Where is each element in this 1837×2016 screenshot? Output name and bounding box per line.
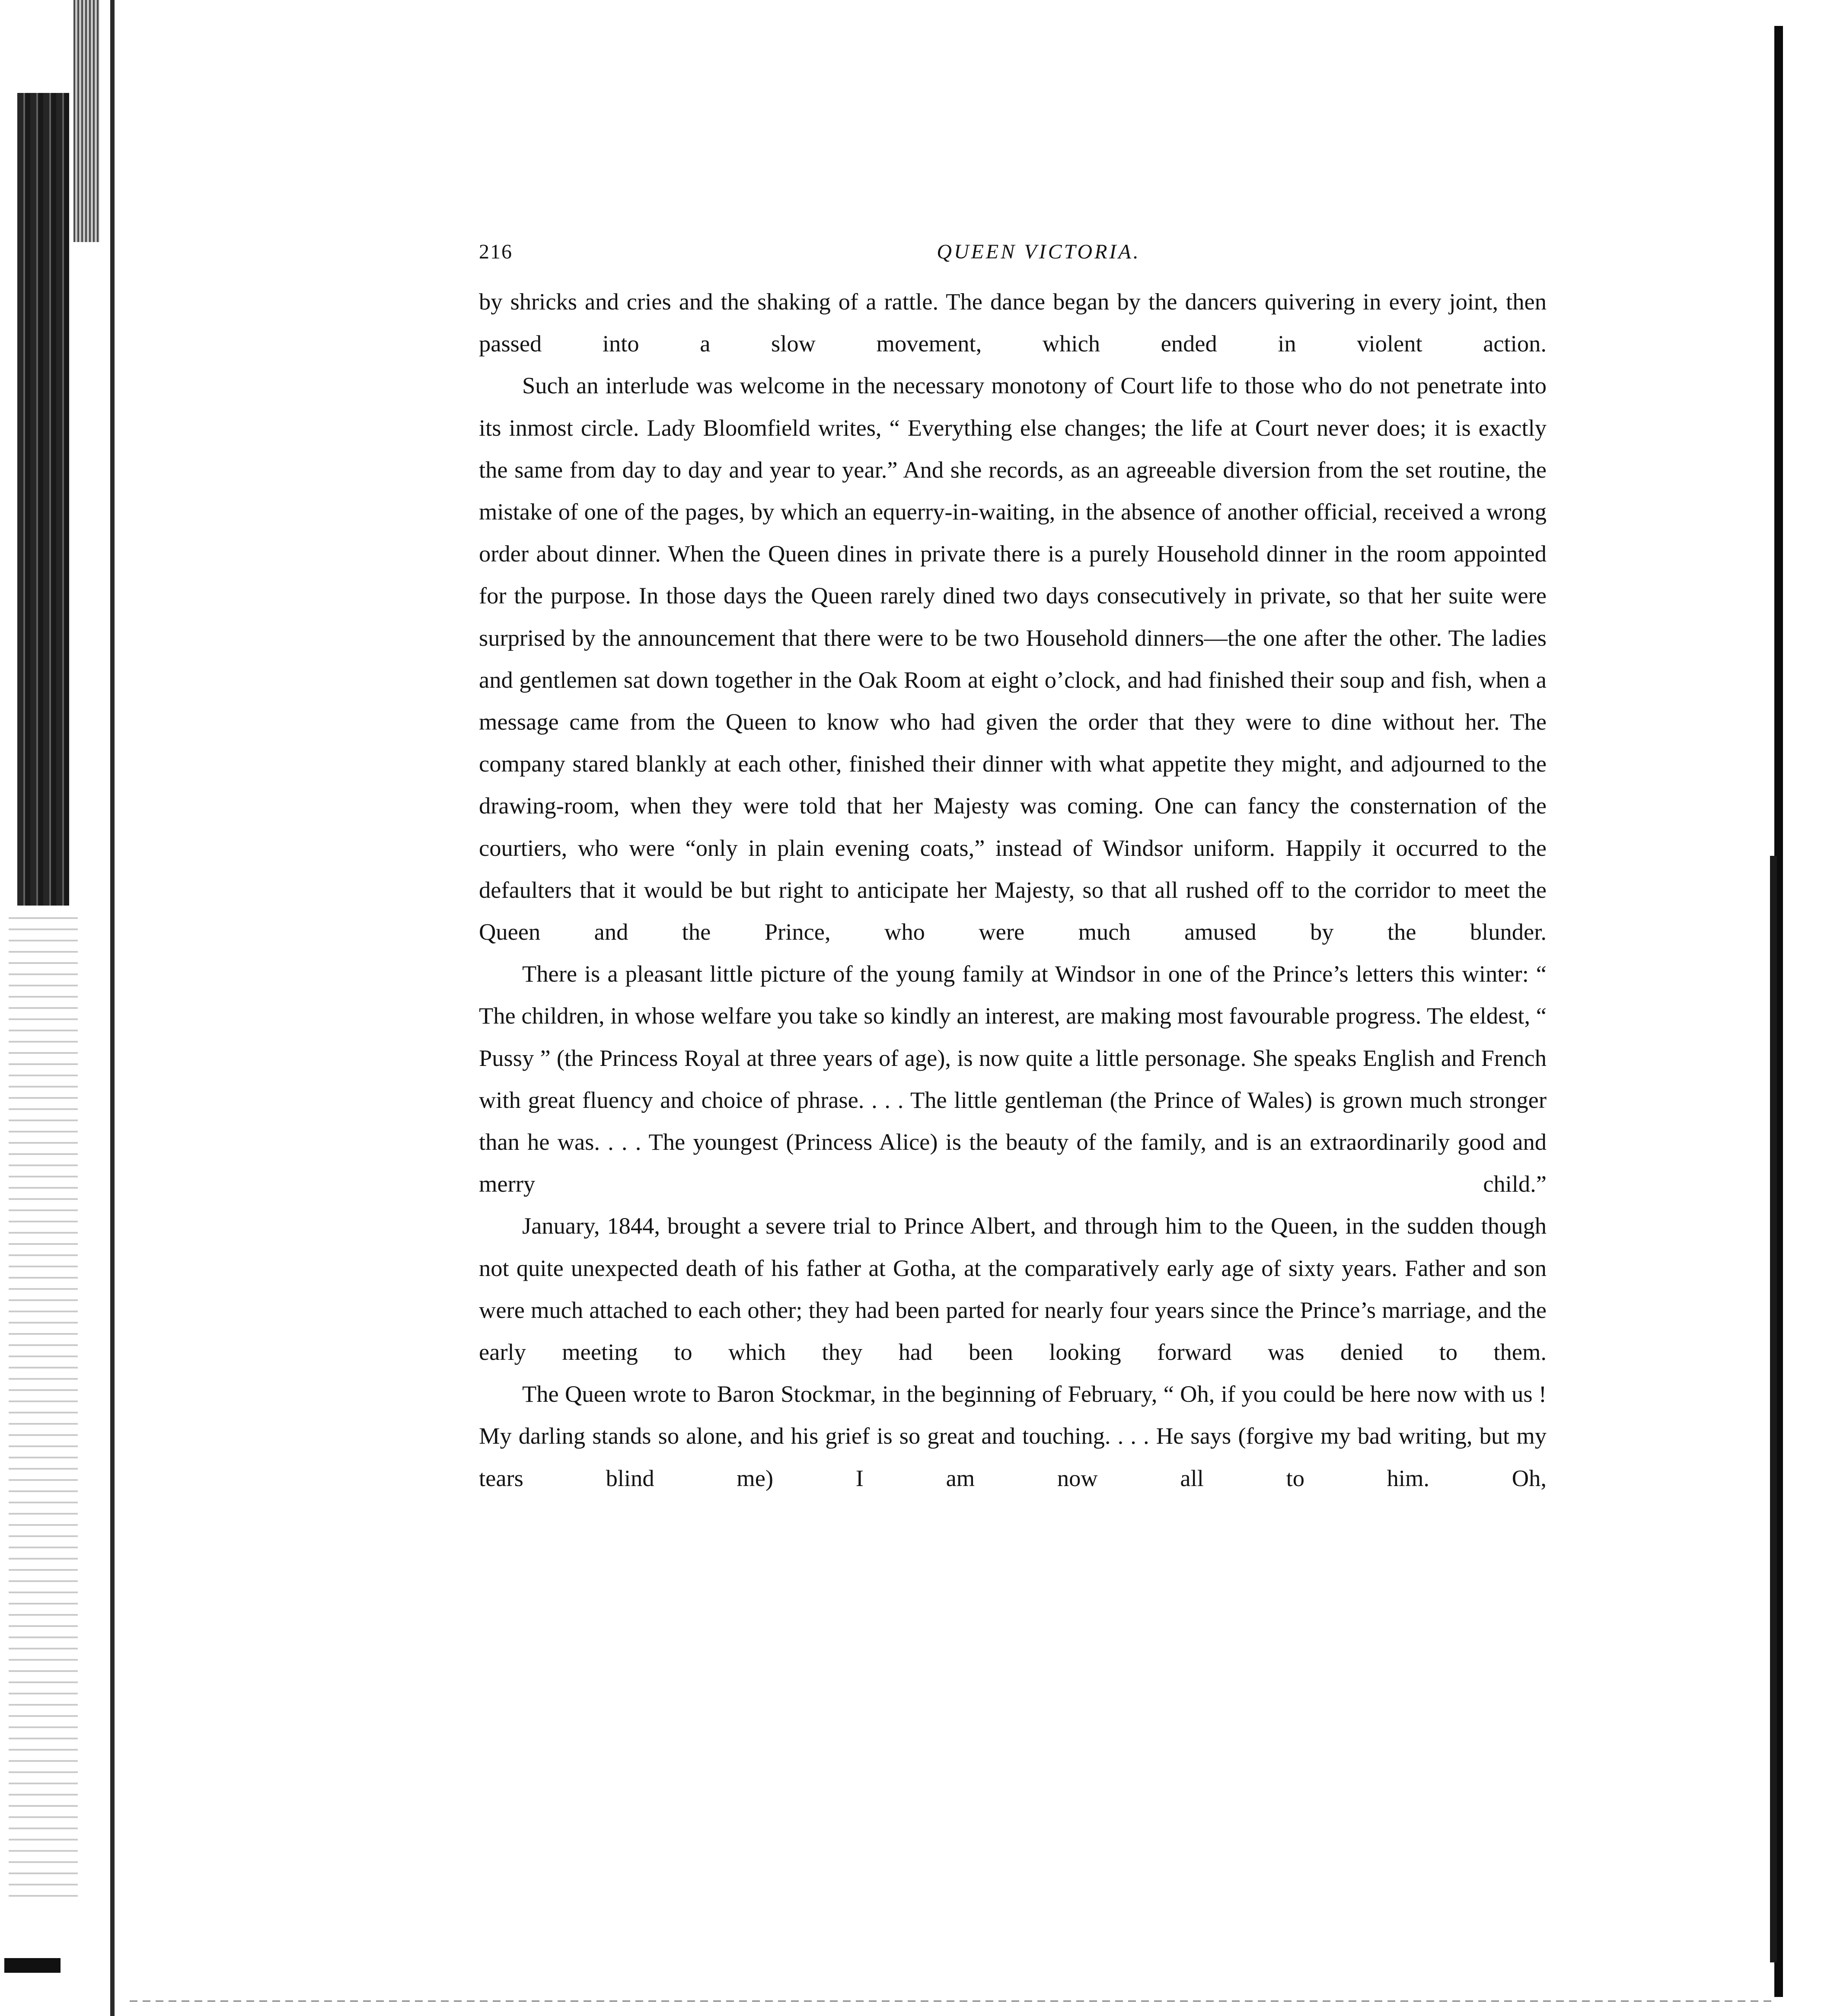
paragraph: There is a pleasant little picture of the young family at Windsor in one of the Prince’s letters this winter: “ The children, in whose welfare you take so kindly an interest, are making most favourable progress. The eldest, “ Pussy ” (the Princess Royal at three years of age), is now quite a little personage. She speaks English and French with great fluency and choice of phrase. . . . The little gentleman (the Prince of Wales) is grown much stronger than he was. . . . The youngest (Princess Alice) is the beauty of the family, and is an extraordinarily good and merry child.”: [479, 960, 1547, 1197]
paragraph: Such an interlude was welcome in the necessary monotony of Court life to those who do not penetrate into its inmost circle. Lady Bloomfield writes, “ Everything else changes; the life at Court never does; it is exactly the same from day to day and year to year.” And she records, as an agreeable diversion from the set routine, the mistake of one of the pages, by which an equerry-in-waiting, in the absence of another official, received a wrong order about dinner. When the Queen dines in private there is a purely Household dinner in the room appointed for the purpose. In those days the Queen rarely dined two days consecutively in private, so that her suite were surprised by the announcement that there were to be two Household dinners—the one after the other. The ladies and gentlemen sat down together in the Oak Room at eight o’clock, and had finished their soup and fish, when a message came from the Queen to know who had given the order that they were to dine without her. The company stared blankly at each other, finished their dinner with what appetite they might, and adjourned to the drawing-room, when they were told that her Majesty was coming. One can fancy the consternation of the courtiers, who were “only in plain evening coats,” instead of Windsor uniform. Happily it occurred to the defaulters that it would be but right to anticipate her Majesty, so that all rushed off to the corridor to meet the Queen and the Prince, who were much amused by the blunder.: [479, 372, 1547, 945]
scan-binding-shadow: [0, 0, 99, 2016]
page-number: 216: [479, 240, 513, 263]
book-page: [479, 240, 1547, 1499]
paragraph: by shricks and cries and the shaking of a rattle. The dance began by the dancers quivering in every joint, then passed into a slow movement, which ended in violent action.: [479, 288, 1547, 357]
body-text: [479, 281, 1547, 1499]
binding-top-band: [73, 0, 99, 242]
binding-speckle: [9, 908, 78, 1902]
right-edge-shadow: [1770, 856, 1777, 1962]
running-head: [479, 240, 1547, 274]
paragraph: The Queen wrote to Baron Stockmar, in the beginning of February, “ Oh, if you could be here now with us ! My darling stands so alone, and his grief is so great and touching. . . . He says (forgive my bad writing, but my tears blind me) I am now all to him. Oh,: [479, 1381, 1547, 1491]
bottom-edge-rule: [130, 2000, 1772, 2002]
running-title: QUEEN VICTORIA.: [937, 240, 1141, 263]
binding-edge-line: [110, 0, 115, 2016]
binding-dark-band: [17, 93, 69, 906]
paragraph: January, 1844, brought a severe trial to Prince Albert, and through him to the Queen, in the sudden though not quite unexpected death of his father at Gotha, at the comparatively early age of sixty years. Father and son were much attached to each other; they had been parted for nearly four years since the Prince’s marriage, and the early meeting to which they had been looking forward was denied to them.: [479, 1212, 1547, 1365]
binding-corner-mark: [4, 1958, 61, 1973]
